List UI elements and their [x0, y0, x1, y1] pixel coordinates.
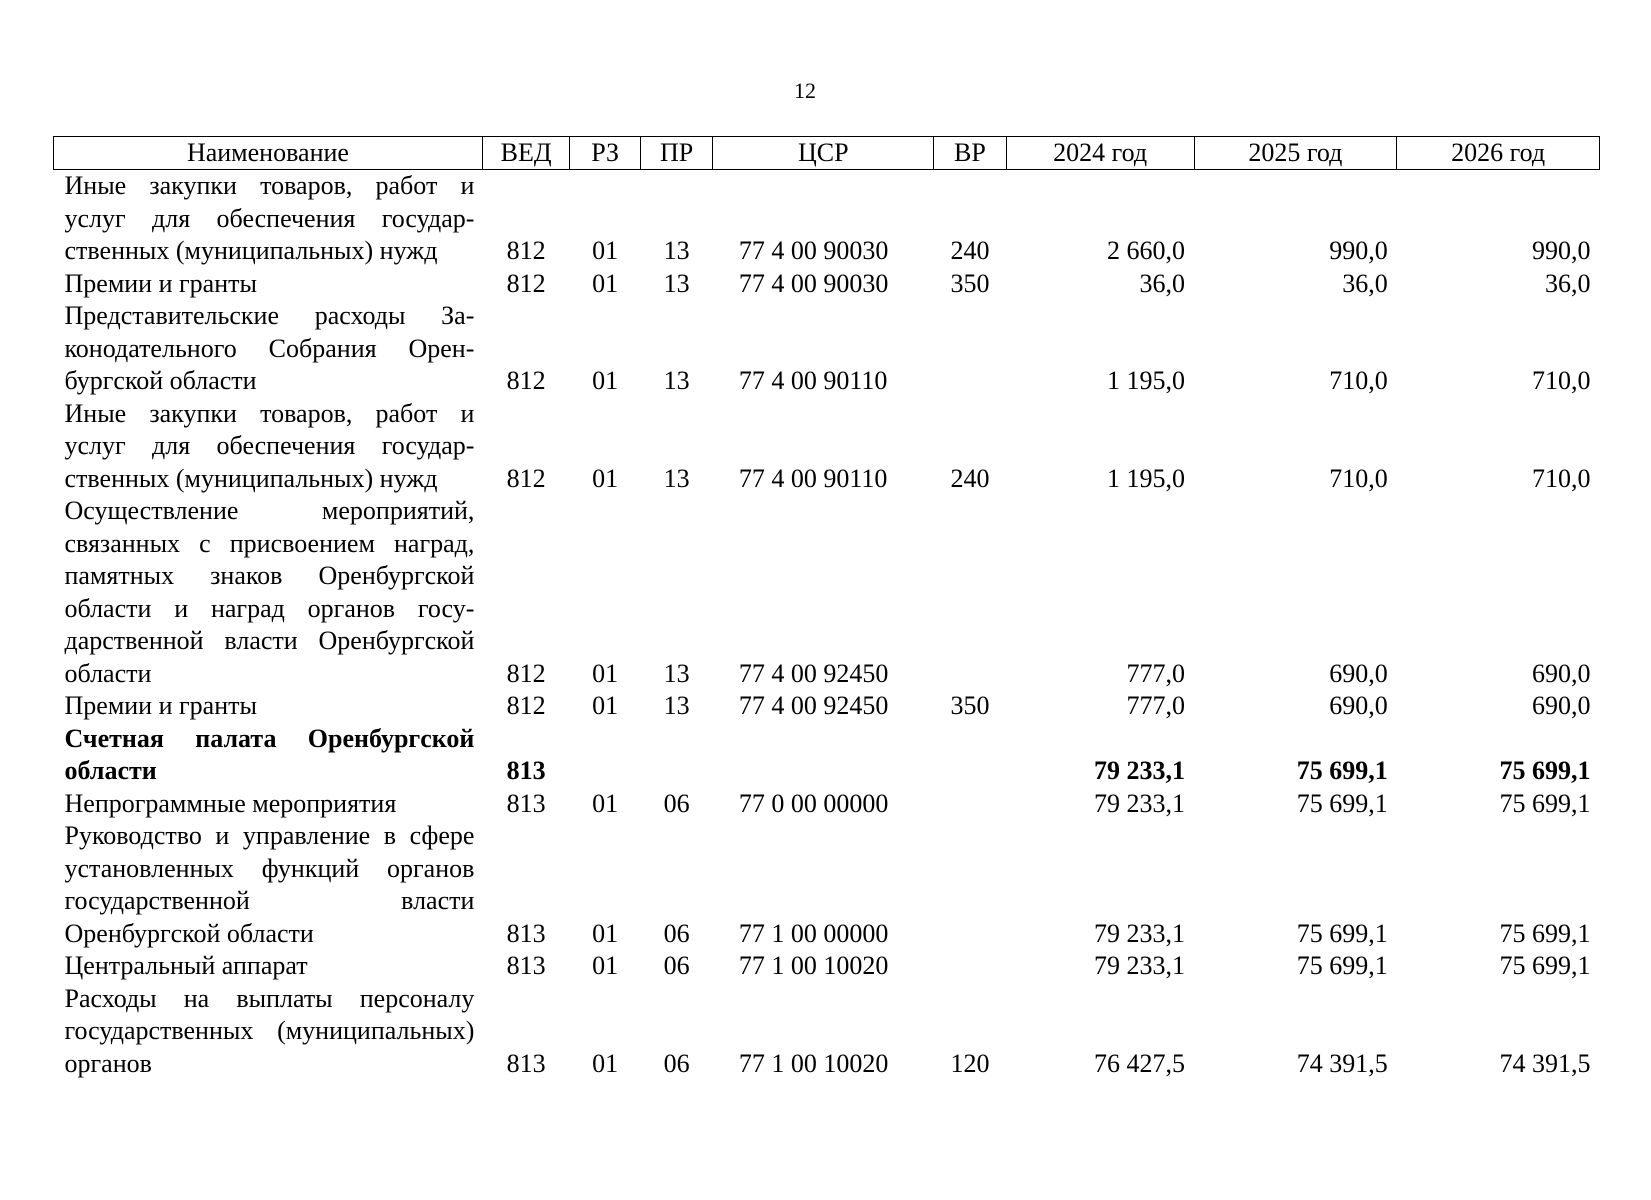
cell-name: Расходы на выплаты персоналу государственных (муниципальных) органов	[64, 983, 475, 1078]
cell-ved: 812	[506, 236, 546, 265]
header-ved: ВЕД	[482, 137, 569, 170]
cell-vr	[934, 950, 1007, 983]
cell-2025: 36,0	[1342, 268, 1388, 298]
cell-vr	[934, 495, 1007, 690]
cell-ved: 813	[506, 951, 546, 980]
cell-csr: 77 1 00 00000	[738, 918, 889, 948]
table-row	[54, 398, 1600, 496]
cell-2026: 690,0	[1532, 658, 1591, 688]
cell-name: Премии и гранты	[64, 691, 257, 720]
cell-2026: 990,0	[1532, 236, 1591, 265]
cell-2024: 79 233,1	[1094, 918, 1186, 948]
cell-csr: 77 1 00 10020	[738, 1048, 889, 1078]
cell-vr	[934, 300, 1007, 398]
cell-2026: 75 699,1	[1499, 788, 1591, 818]
cell-name: Иные закупки товаров, работ и услуг для обеспечения государственных (муниципальных) нужд	[64, 171, 475, 265]
table-row	[54, 690, 1600, 723]
cell-csr	[713, 723, 934, 788]
cell-ved: 812	[506, 658, 546, 688]
table-row	[54, 170, 1600, 268]
cell-csr: 77 0 00 00000	[738, 788, 889, 818]
cell-ved: 812	[506, 463, 546, 493]
cell-rz: 01	[592, 268, 619, 298]
cell-pr: 13	[663, 658, 690, 688]
cell-2025: 75 699,1	[1296, 951, 1388, 980]
cell-ved: 812	[506, 268, 546, 298]
cell-2024: 2 660,0	[1107, 236, 1186, 265]
header-2025: 2025 год	[1194, 137, 1397, 170]
cell-2024: 79 233,1	[1094, 951, 1186, 980]
header-pr: ПР	[640, 137, 713, 170]
cell-2026: 74 391,5	[1499, 1048, 1591, 1078]
cell-pr: 13	[663, 236, 690, 265]
cell-rz: 01	[592, 236, 619, 265]
header-vr: ВР	[934, 137, 1007, 170]
cell-rz: 01	[592, 1048, 619, 1078]
cell-name: Премии и гранты	[64, 268, 257, 298]
cell-2024: 79 233,1	[1094, 756, 1186, 785]
table-header	[54, 137, 1600, 170]
cell-2024: 1 195,0	[1107, 366, 1186, 395]
cell-2026: 75 699,1	[1499, 951, 1591, 980]
cell-pr: 13	[663, 366, 690, 395]
cell-vr: 350	[950, 268, 990, 298]
cell-name: Осуществление мероприятий, связанных с присвоением наград, памятных знаков Оренбургской области и наград органов государственной власти Оренбургской области	[64, 496, 475, 688]
cell-csr: 77 4 00 90110	[738, 463, 888, 493]
cell-2026: 75 699,1	[1499, 918, 1591, 948]
cell-ved: 813	[506, 756, 546, 785]
table-row	[54, 300, 1600, 398]
cell-2024: 79 233,1	[1094, 788, 1186, 818]
cell-rz: 01	[592, 951, 619, 980]
cell-2025: 990,0	[1329, 236, 1388, 265]
table-body	[54, 170, 1600, 1081]
cell-2025: 690,0	[1329, 691, 1388, 720]
cell-2024: 76 427,5	[1094, 1048, 1186, 1078]
cell-ved: 813	[506, 788, 546, 818]
cell-2025: 75 699,1	[1296, 918, 1388, 948]
cell-ved: 812	[506, 366, 546, 395]
cell-2024: 777,0	[1126, 691, 1186, 720]
table-row	[54, 820, 1600, 950]
cell-ved: 813	[506, 1048, 546, 1078]
cell-name: Иные закупки товаров, работ и услуг для обеспечения государственных (муниципальных) нужд	[64, 398, 475, 493]
cell-2026: 710,0	[1532, 463, 1591, 493]
cell-rz: 01	[592, 788, 619, 818]
cell-name: Руководство и управление в сфере установленных функций органов государственной власти Оренбургской области	[64, 821, 475, 948]
cell-vr: 240	[950, 236, 990, 265]
header-csr: ЦСР	[713, 137, 934, 170]
cell-pr: 06	[663, 918, 690, 948]
cell-pr: 06	[663, 1048, 690, 1078]
cell-vr	[934, 723, 1007, 788]
cell-vr: 240	[950, 463, 990, 493]
cell-pr: 06	[663, 788, 690, 818]
cell-csr: 77 4 00 90110	[738, 366, 888, 395]
cell-rz: 01	[592, 691, 619, 720]
table-row	[54, 788, 1600, 821]
header-2024: 2024 год	[1006, 137, 1194, 170]
cell-2025: 75 699,1	[1296, 756, 1388, 785]
cell-rz: 01	[592, 658, 619, 688]
cell-csr: 77 4 00 90030	[738, 268, 889, 298]
cell-name: Непрограммные мероприятия	[64, 788, 397, 818]
cell-2026: 710,0	[1532, 366, 1591, 395]
table-row	[54, 723, 1600, 788]
cell-rz: 01	[592, 918, 619, 948]
cell-rz: 01	[592, 366, 619, 395]
cell-2026: 36,0	[1545, 268, 1591, 298]
cell-2025: 710,0	[1329, 463, 1388, 493]
budget-table	[53, 136, 1600, 1080]
cell-pr: 13	[663, 463, 690, 493]
cell-ved: 813	[506, 918, 546, 948]
cell-csr: 77 4 00 90030	[738, 236, 889, 265]
cell-csr: 77 4 00 92450	[738, 658, 889, 688]
cell-2024: 36,0	[1139, 268, 1186, 298]
cell-name: Представительские расходы Законодательного Собрания Оренбургской области	[64, 301, 475, 395]
header-2026: 2026 год	[1397, 137, 1600, 170]
cell-rz	[570, 723, 640, 788]
cell-vr: 120	[950, 1048, 990, 1078]
table-row	[54, 983, 1600, 1081]
cell-2025: 710,0	[1329, 366, 1388, 395]
cell-csr: 77 4 00 92450	[738, 691, 889, 720]
cell-csr: 77 1 00 10020	[738, 951, 889, 980]
cell-2026: 690,0	[1532, 691, 1591, 720]
cell-2025: 75 699,1	[1296, 788, 1388, 818]
cell-pr	[640, 723, 713, 788]
cell-2024: 777,0	[1126, 658, 1186, 688]
cell-name: Счетная палата Оренбургской области	[64, 723, 475, 785]
header-name: Наименование	[54, 137, 483, 170]
table-row	[54, 268, 1600, 301]
cell-2025: 74 391,5	[1296, 1048, 1388, 1078]
cell-vr	[934, 820, 1007, 950]
cell-2024: 1 195,0	[1107, 463, 1186, 493]
cell-pr: 13	[663, 691, 690, 720]
cell-rz: 01	[592, 463, 619, 493]
table-row	[54, 950, 1600, 983]
page-number: 12	[794, 78, 816, 103]
table-row	[54, 495, 1600, 690]
cell-pr: 13	[663, 268, 690, 298]
cell-vr: 350	[950, 691, 990, 720]
cell-vr	[934, 788, 1007, 821]
cell-pr: 06	[663, 951, 690, 980]
header-row	[54, 137, 1600, 170]
header-rz: РЗ	[570, 137, 640, 170]
cell-ved: 812	[506, 691, 546, 720]
cell-2025: 690,0	[1329, 658, 1388, 688]
cell-name: Центральный аппарат	[64, 951, 308, 980]
cell-2026: 75 699,1	[1499, 756, 1591, 785]
